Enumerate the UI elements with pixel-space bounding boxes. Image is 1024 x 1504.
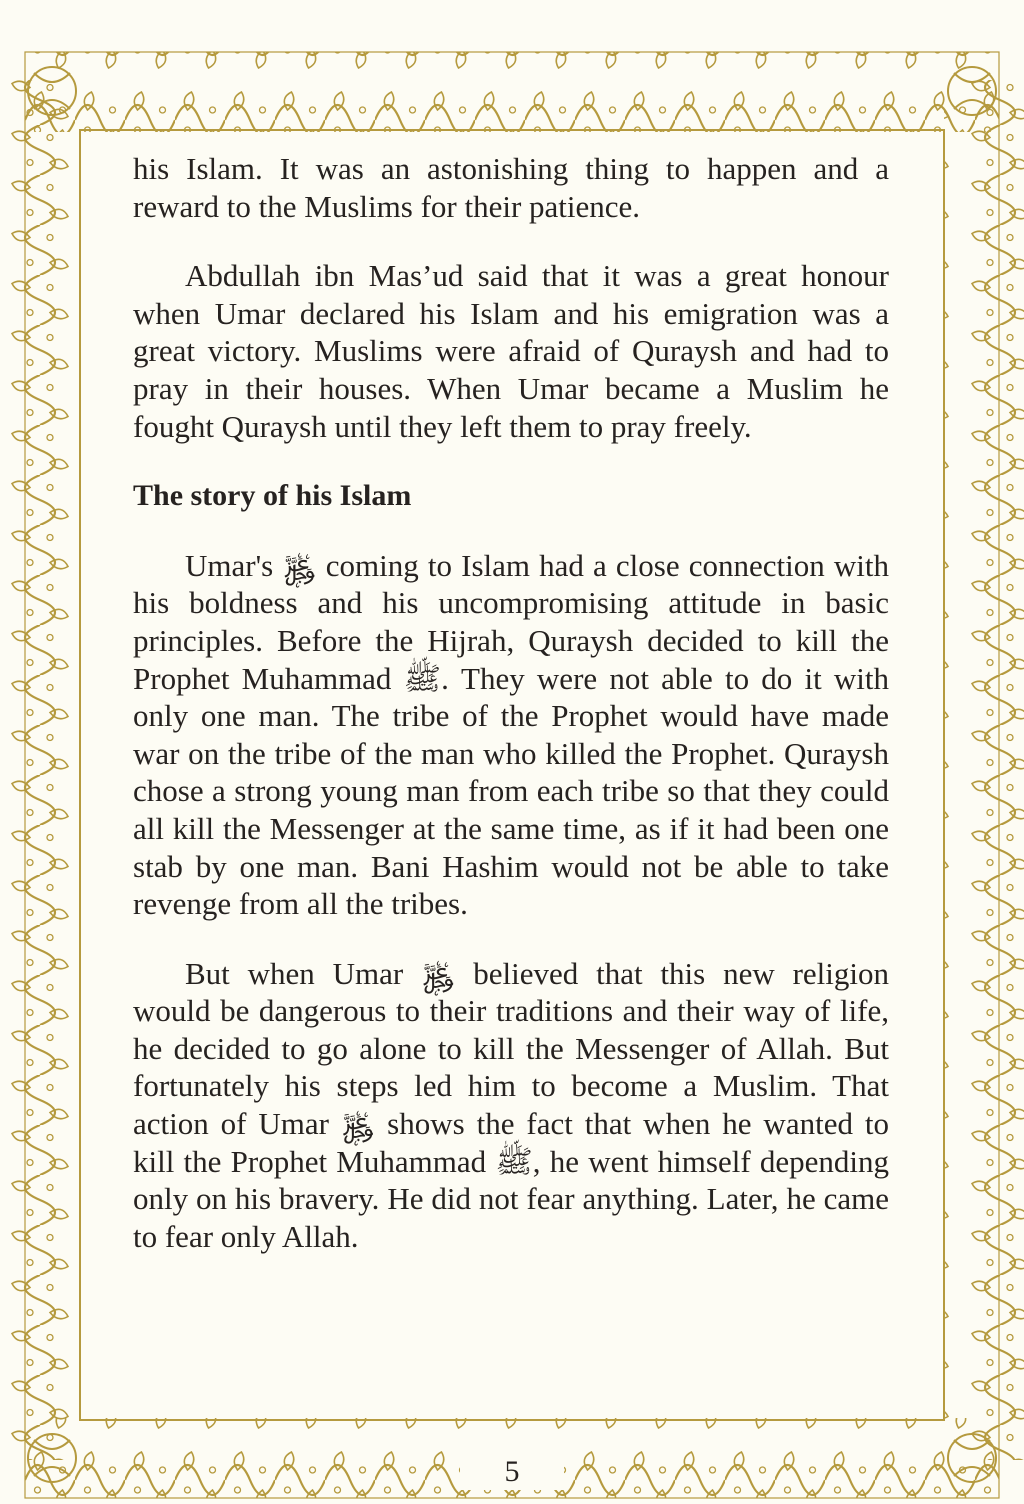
paragraph-umar-belief: But when Umar ﷿ believed that this new religion would be dangerous to their traditions and their way of life, he decided to go alone to kill the Messenger of Allah. But fortunately his steps led him to become a Muslim. That action of Umar ﷿ shows the fact that when he wanted to kill the Prophet Muhammad ﷺ, he went himself depending only on his bravery. He did not fear anything. Later, he came to fear only Allah. — [133, 955, 889, 1254]
paragraph-continuation: his Islam. It was an astonishing thing to happen and a reward to the Muslims for their patience. — [133, 151, 889, 224]
section-heading: The story of his Islam — [133, 479, 412, 513]
paragraph-story: Umar's ﷿ coming to Islam had a close connection with his boldness and his uncompromising attitude in basic principles. Before the Hijrah, Quraysh decided to kill the Prophet Muhammad ﷺ. They were not able to do it with only one man. The tribe of the Prophet would have made war on the tribe of the man who killed the Prophet. Quraysh chose a strong young man from each tribe so that they could all kill the Messenger at the same time, as if it had been one stab by one man. Bani Hashim would not be able to take revenge from all the tribes. — [133, 547, 890, 922]
page-body — [133, 150, 889, 1287]
page-number: 5 — [504, 1455, 520, 1488]
paragraph-abdullah: Abdullah ibn Mas’ud said that it was a great honour when Umar declared his Islam and his emigration was a great victory. Muslims were afraid of Quraysh and had to pray in their houses. When Umar became a Muslim he fought Quraysh until they left them to pray freely. — [133, 258, 889, 444]
